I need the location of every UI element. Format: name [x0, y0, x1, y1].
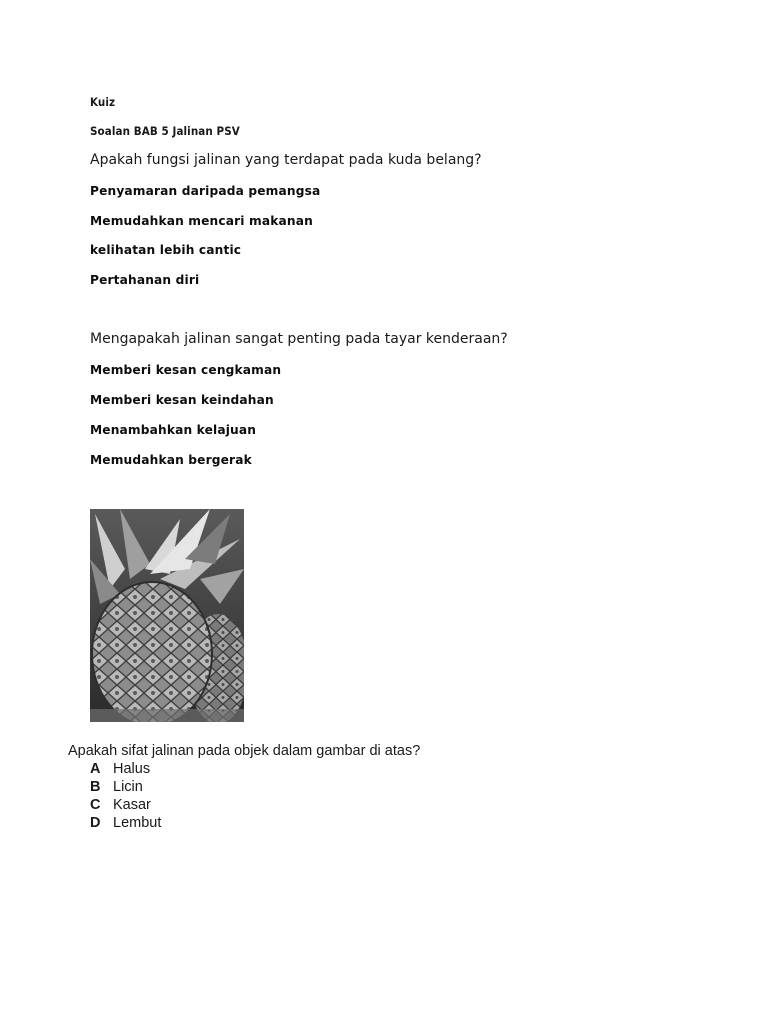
question-2-option-4: Memudahkan bergerak [90, 453, 252, 467]
question-1-option-1: Penyamaran daripada pemangsa [90, 184, 321, 198]
option-label: Licin [113, 779, 143, 795]
question-2-option-3: Menambahkan kelajuan [90, 423, 257, 437]
option-letter: D [90, 815, 101, 831]
question-3-option-d [90, 815, 161, 831]
question-3-option-b [90, 779, 143, 795]
option-label: Kasar [113, 797, 151, 813]
pineapple-photo [90, 509, 244, 722]
question-1: Apakah fungsi jalinan yang terdapat pada kuda belang? [90, 152, 482, 168]
question-2-option-2: Memberi kesan keindahan [90, 393, 274, 407]
question-2-option-1: Memberi kesan cengkaman [90, 363, 282, 377]
option-label: Lembut [113, 815, 162, 831]
quiz-title: Kuiz [90, 95, 116, 109]
question-2: Mengapakah jalinan sangat penting pada tayar kenderaan? [90, 331, 508, 347]
quiz-subtitle: Soalan BAB 5 Jalinan PSV [90, 124, 240, 138]
option-letter: A [90, 761, 101, 777]
option-letter: C [90, 797, 101, 813]
option-label: Halus [113, 761, 151, 777]
question-1-option-4: Pertahanan diri [90, 273, 200, 287]
option-letter: B [90, 779, 101, 795]
question-3-option-c [90, 797, 151, 813]
question-1-option-2: Memudahkan mencari makanan [90, 214, 313, 228]
question-3: Apakah sifat jalinan pada objek dalam gambar di atas? [68, 743, 421, 759]
question-3-option-a [90, 761, 150, 777]
pineapple-illustration [90, 509, 244, 722]
question-1-option-3: kelihatan lebih cantic [90, 243, 242, 257]
